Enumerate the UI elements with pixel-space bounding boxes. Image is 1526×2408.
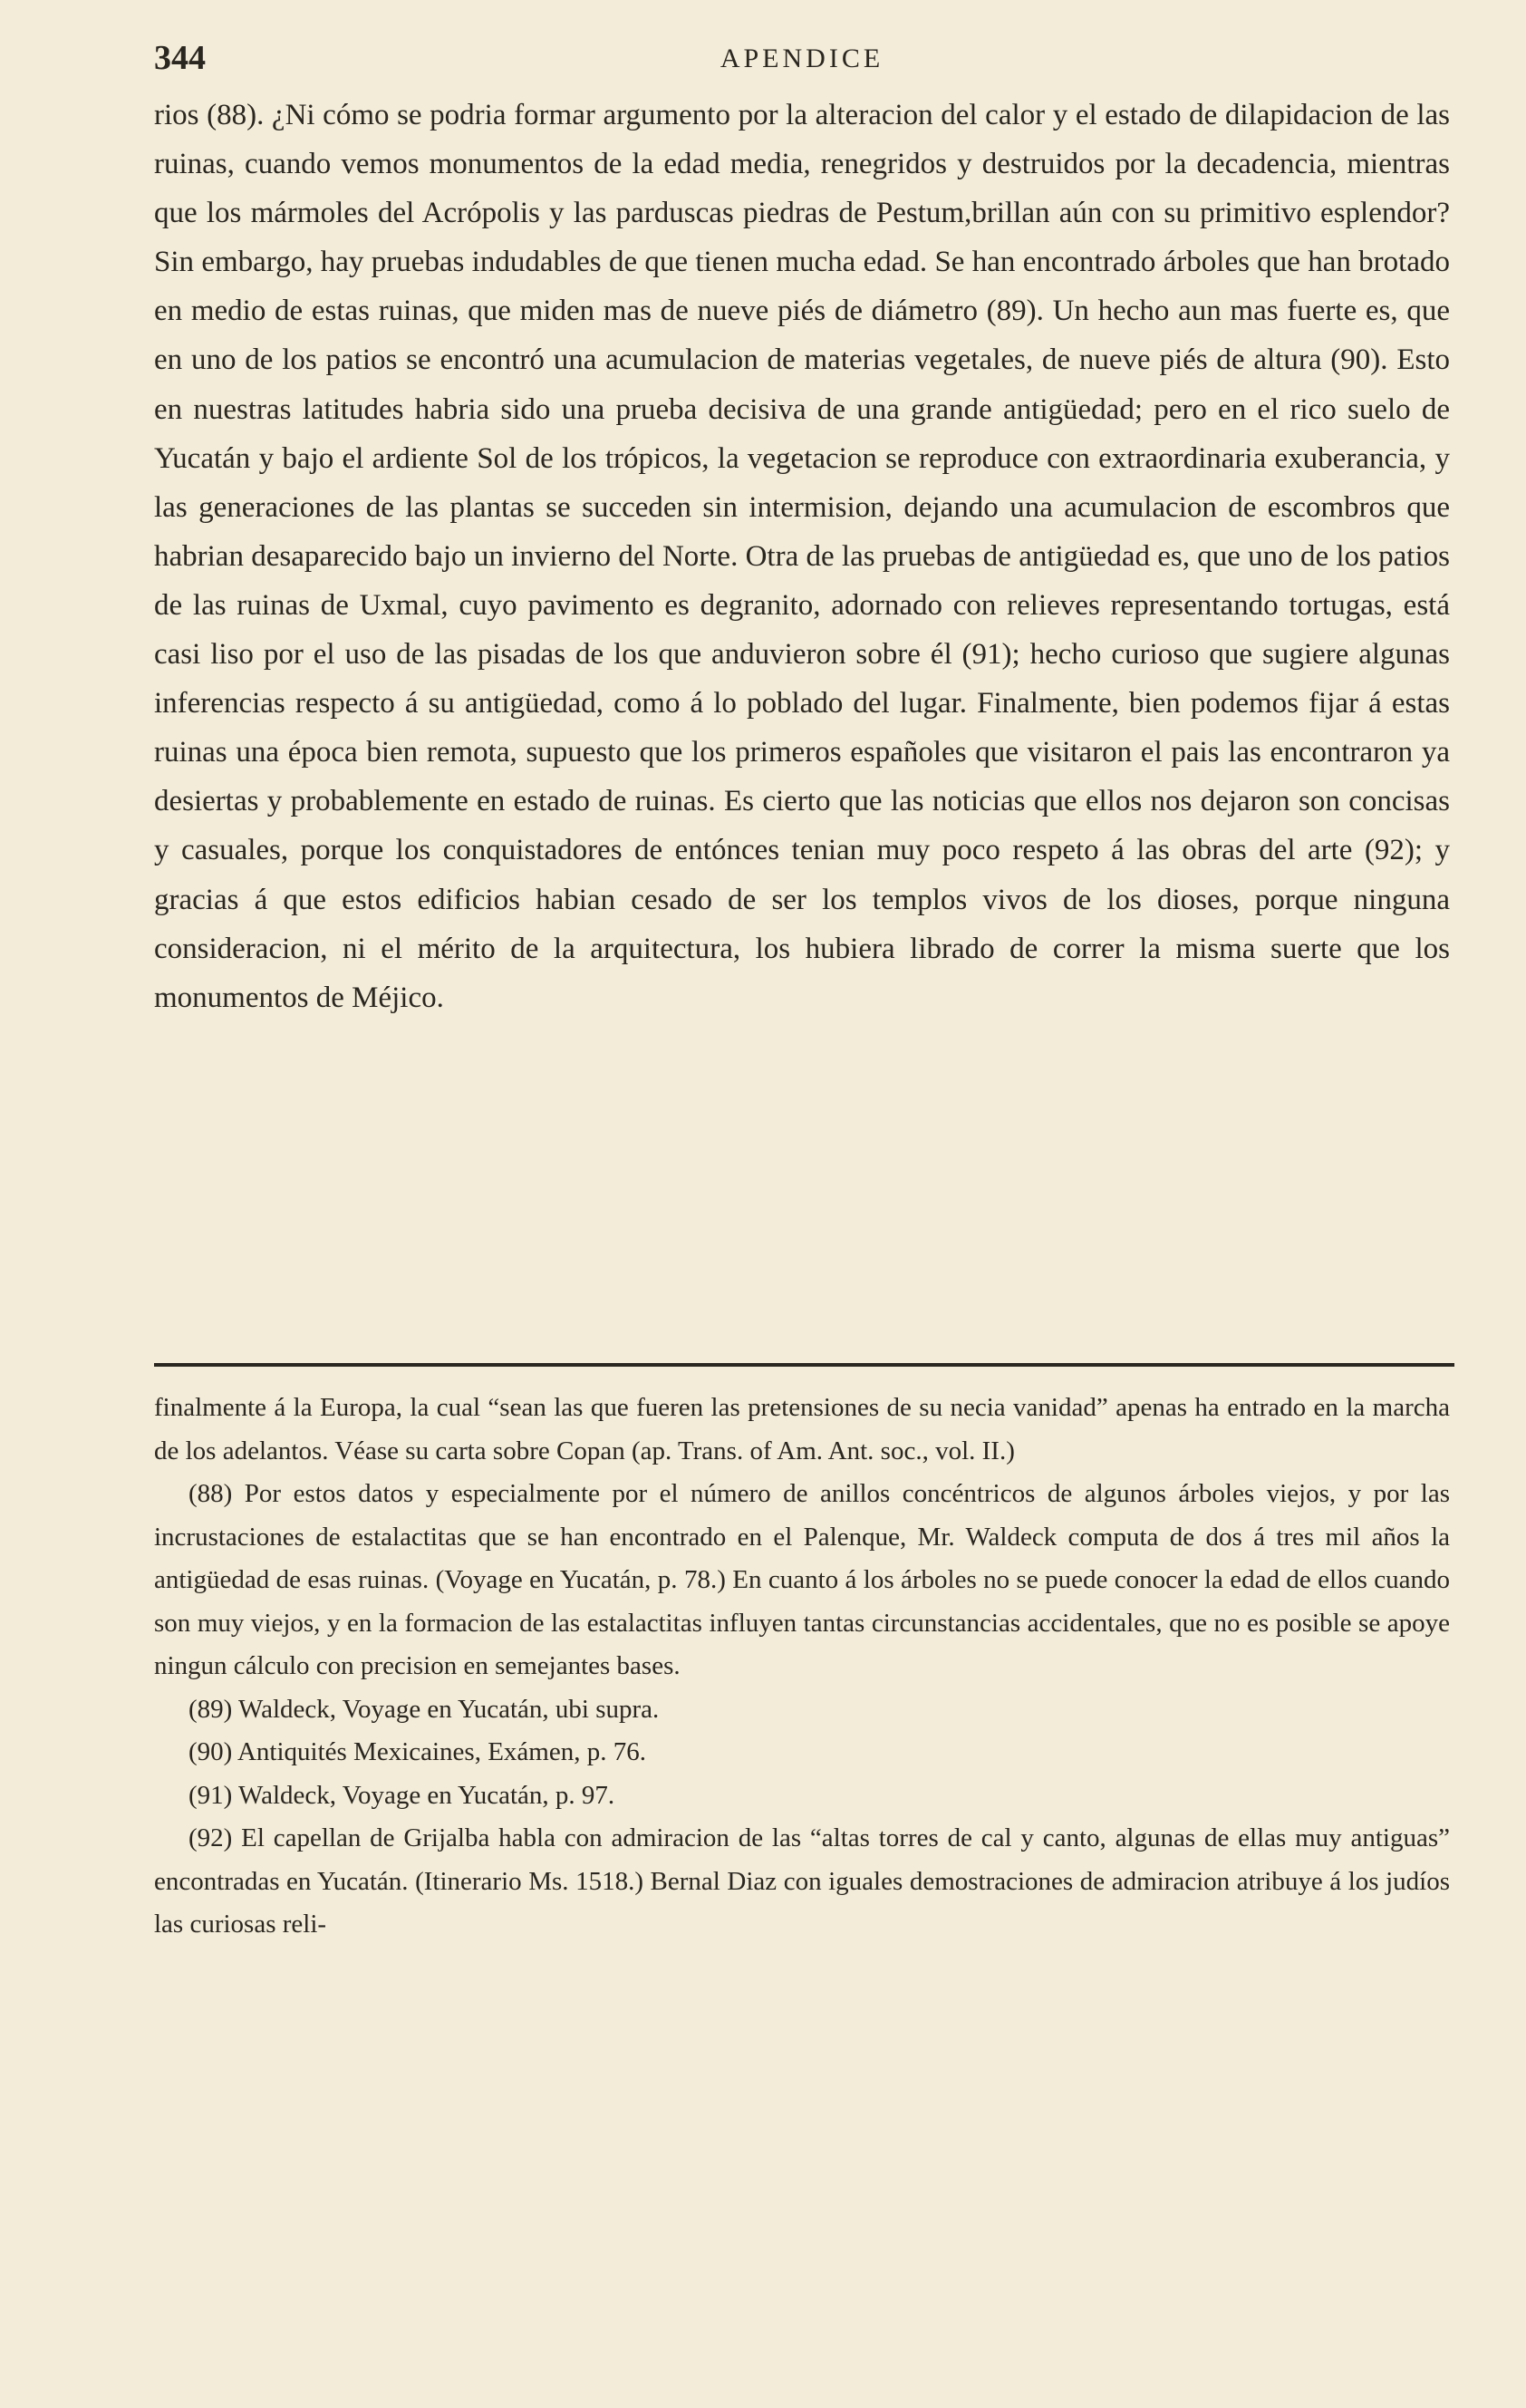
body-paragraph: rios (88). ¿Ni cómo se podria formar argumento por la alteracion del calor y el estado de dilapidacion de las ruinas, cuando vemos monumentos de la edad media, renegridos y destruidos por la decadencia, mientras que los mármoles del Acrópolis y las parduscas piedras de Pestum,brillan aún con su primitivo esplendor? Sin embargo, hay pruebas indudables de que tienen mucha edad. Se han encontrado árboles que han brotado en medio de estas ruinas, que miden mas de nueve piés de diámetro (89). Un hecho aun mas fuerte es, que en uno de los patios se encontró una acumulacion de materias vegetales, de nueve piés de altura (90). Esto en nuestras latitudes habria sido una prueba decisiva de una grande antigüedad; pero en el rico suelo de Yucatán y bajo el ardiente Sol de los trópicos, la vegetacion se reproduce con extraordinaria exuberancia, y las generaciones de las plantas se succeden sin intermision, dejando una acumulacion de escombros que habrian desaparecido bajo un invierno del Norte. Otra de las pruebas de antigüedad es, que uno de los patios de las ruinas de Uxmal, cuyo pavimento es degranito, adornado con relieves representando tortugas, está casi liso por el uso de las pisadas de los que anduvieron sobre él (91); hecho curioso que sugiere algunas inferencias respecto á su antigüedad, como á lo poblado del lugar. Finalmente, bien podemos fijar á estas ruinas una época bien remota, supuesto que los primeros españoles que visitaron el pais las encontraron ya desiertas y probablemente en estado de ruinas. Es cierto que las noticias que ellos nos dejaron son concisas y casuales, porque los conquistadores de entónces tenian muy poco respeto á las obras del arte (92); y gracias á que estos edificios habian cesado de ser los templos vivos de los dioses, porque ninguna consideracion, ni el mérito de la arquitectura, los hubiera librado de correr la misma suerte que los monumentos de Méjico. — [154, 99, 1450, 1014]
main-text — [154, 91, 1450, 1022]
footnote-92: (92) El capellan de Grijalba habla con admiracion de las “altas torres de cal y canto, algunas de ellas muy antiguas” encontradas en Yucatán. (Itinerario Ms. 1518.) Bernal Diaz con iguales demostraciones de admiracion atribuye á los judíos las curiosas reli- — [154, 1823, 1450, 1939]
footnote-89: (89) Waldeck, Voyage en Yucatán, ubi supra. — [188, 1694, 660, 1724]
page-header — [154, 38, 1450, 92]
footnote-90: (90) Antiquités Mexicaines, Exámen, p. 76. — [188, 1737, 646, 1766]
footnote-divider — [154, 1363, 1454, 1367]
running-head: APENDICE — [720, 44, 884, 73]
page-number: 344 — [154, 39, 206, 77]
footnote-88: (88) Por estos datos y especialmente por el número de anillos concéntricos de algunos árboles viejos, y por las incrustaciones de estalactitas que se han encontrado en el Palenque, Mr. Waldeck computa de dos á tres mil años la antigüedad de esas ruinas. (Voyage en Yucatán, p. 78.) En cuanto á los árboles no se puede conocer la edad de ellos cuando son muy viejos, y en la formacion de las estalactitas influyen tantas circunstancias accidentales, que no es posible se apoye ningun cálculo con precision en semejantes bases. — [154, 1479, 1450, 1680]
footnotes — [154, 1387, 1450, 1947]
footnote-continuation: finalmente á la Europa, la cual “sean las que fueren las pretensiones de su necia vanidad” apenas ha entrado en la marcha de los adelantos. Véase su carta sobre Copan (ap. Trans. of Am. Ant. soc., vol. II.) — [154, 1393, 1450, 1465]
footnote-91: (91) Waldeck, Voyage en Yucatán, p. 97. — [188, 1780, 615, 1810]
